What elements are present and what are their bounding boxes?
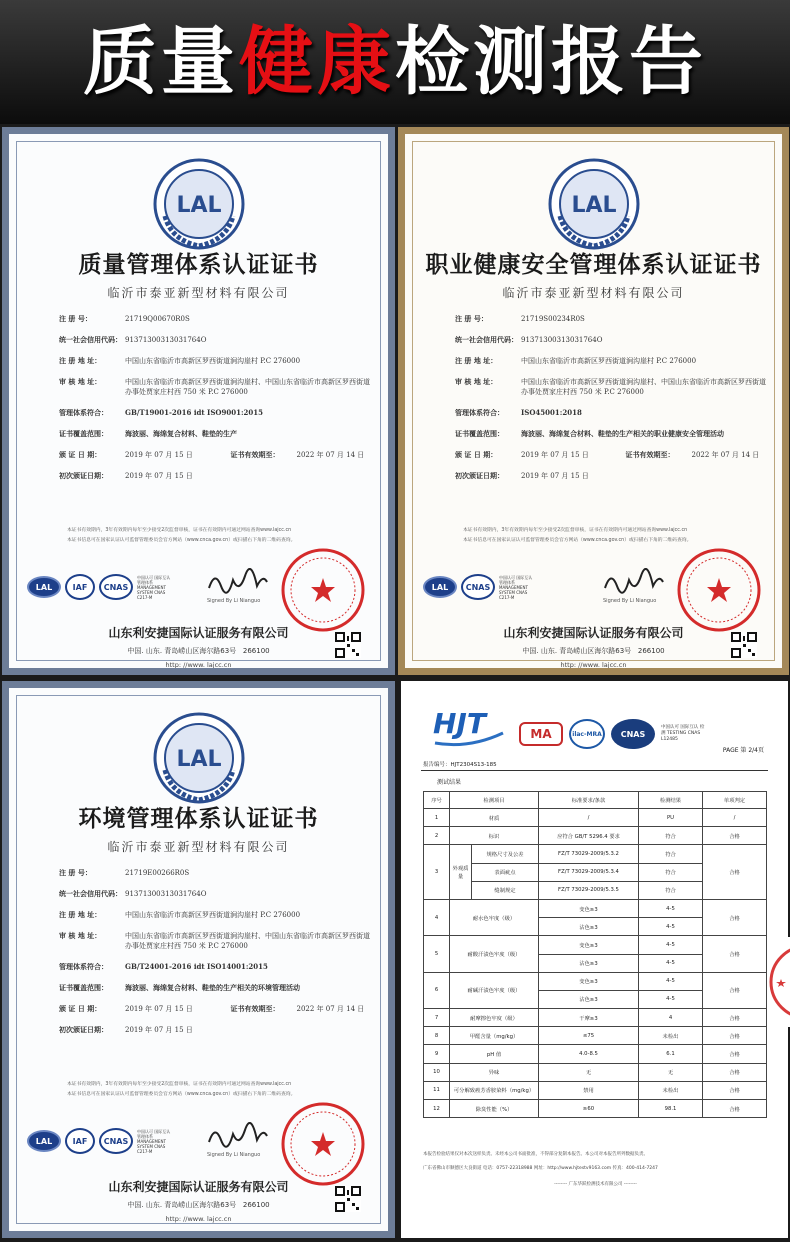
cert-note-2: 本证书信息可在国家认证认可监督管理委员会官方网站（www.cnca.gov.cn）或扫描右下角的二维码查询。 [67,538,296,543]
cert-row: 颁 证 日 期： 2019 年 07 月 15 日 证书有效期至： 2022 年 07 月 14 日 [59,450,365,459]
cert-row: 初次颁证日期： 2019 年 07 月 15 日 [455,471,589,480]
stamp-edge [767,937,790,1027]
report-footer-company: -------- 广东华跃检测技术有限公司 -------- [554,1182,637,1187]
company-seal [673,544,765,636]
environment-certificate [2,681,395,1238]
signed-by: Signed By Li Nianguo [207,1152,261,1158]
issuer-name: 山东利安捷国际认证服务有限公司 [108,1180,289,1194]
signature [601,568,667,596]
lal-badge: LAL [27,576,61,598]
lal-badge: LAL [423,576,457,598]
certificate-title: 环境管理体系认证证书 [78,805,319,832]
cert-note: 本证书有效期内，3年有效期内每年至少接受2次监督审核，证书在有效期内可通过网站查询www.lajcc.cn [463,528,688,533]
cert-row: 注 册 号： 21719Q00670R0S [59,314,190,323]
cma-logo: MA [519,722,563,746]
svg-text:LAL: LAL [175,193,222,218]
cert-row: 注 册 号： 21719S00234R0S [455,314,585,323]
lal-badge: LAL [27,1130,61,1152]
page-banner [0,0,790,124]
table-header: 标准要求/条款 [539,792,639,809]
cert-row: 管理体系符合： ISO45001:2018 [455,408,582,417]
cert-note-2: 本证书信息可在国家认证认可监督管理委员会官方网站（www.cnca.gov.cn）或扫描右下角的二维码查询。 [67,1092,296,1097]
report-footer-address: 广东省佛山市顺德区大良街道 电话：0757-22318988 网址：http://www.hjtestv9163.com 传真：400-414-7247 [423,1166,658,1171]
qr-code [731,632,757,658]
section-title: 测试结果 [437,779,462,786]
table-row: 1 材质 / PU / [424,809,767,827]
ilac-logo: ilac-MRA [569,719,605,749]
cert-note: 本证书有效期内，3年有效期内每年至少接受2次监督审核，证书在有效期内可通过网站查询www.lajcc.cn [67,528,292,533]
cert-note: 本证书有效期内，3年有效期内每年至少接受2次监督审核，证书在有效期内可通过网站查询www.lajcc.cn [67,1082,292,1087]
issuer-website: http: //www. lajcc.cn [560,661,627,669]
table-row: 沾色≥3 4-5 [424,954,767,972]
test-report [401,681,788,1238]
cert-row: 颁 证 日 期： 2019 年 07 月 15 日 证书有效期至： 2022 年 07 月 14 日 [59,1004,365,1013]
lal-emblem [151,710,247,806]
table-row: 7 耐摩擦色牢度（级） 干摩≥3 4 合格 [424,1009,767,1027]
signed-by: Signed By Li Nianguo [603,598,657,604]
results-table [423,791,767,1118]
company-seal [277,544,369,636]
qr-code [335,1186,361,1212]
cert-row: 注 册 地 址： 中国山东省临沂市高新区罗西街道涧沟崖村 P.C 276000 [455,356,697,365]
cert-note-2: 本证书信息可在国家认证认可监督管理委员会官方网站（www.cnca.gov.cn）或扫描右下角的二维码查询。 [463,538,692,543]
issuer-website: http: //www. lajcc.cn [165,1215,232,1223]
table-row: 4 耐水色牢度（级） 变色≥3 4-5 合格 [424,899,767,917]
table-header: 序号 [424,792,450,809]
cnas-badge: CNAS [99,1128,133,1154]
table-row: 9 pH 值 4.0-8.5 6.1 合格 [424,1045,767,1063]
cert-row: 统一社会信用代码： 91371300313031764O [59,335,207,344]
cnas-note: 中国认可 国际互认 管理体系 MANAGEMENT SYSTEM CNAS C217-M [137,1128,171,1154]
company-name: 临沂市泰亚新型材料有限公司 [107,286,290,300]
iaf-badge: IAF [65,1128,95,1154]
cert-row: 初次颁证日期： 2019 年 07 月 15 日 [59,471,193,480]
signature [205,1122,271,1150]
cert-row: 管理体系符合： GB/T19001-2016 idt ISO9001:2015 [59,408,264,417]
table-row: 11 可分解致癌芳香胺染料（mg/kg） 禁用 未检出 合格 [424,1081,767,1099]
table-header: 检测结果 [639,792,703,809]
lal-emblem [546,156,642,252]
issuer-address: 中国. 山东. 青岛崂山区海尔路63号 266100 [127,1201,270,1209]
cert-row: 注 册 地 址： 中国山东省临沂市高新区罗西街道涧沟崖村 P.C 276000 [59,910,301,919]
ohs-certificate [398,127,789,675]
company-seal [277,1098,369,1190]
table-header: 检测项目 [450,792,539,809]
table-row: 5 耐酸汗渍色牢度（级） 变色≥3 4-5 合格 [424,936,767,954]
cert-row: 注 册 地 址： 中国山东省临沂市高新区罗西街道涧沟崖村 P.C 276000 [59,356,301,365]
lal-emblem [151,156,247,252]
cert-row: 证书覆盖范围： 海波丽、海绵复合材料、鞋垫的生产 [59,429,237,438]
iaf-badge: IAF [65,574,95,600]
certificate-title: 质量管理体系认证证书 [78,251,319,278]
cert-row: 证书覆盖范围： 海波丽、海绵复合材料、鞋垫的生产相关的环境管理活动 [59,983,300,992]
svg-text:LAL: LAL [175,747,222,772]
report-number: 报告编号：HJT2304S13-185 [423,762,497,768]
cert-row: 管理体系符合： GB/T24001-2016 idt ISO14001:2015 [59,962,268,971]
cert-row: 颁 证 日 期： 2019 年 07 月 15 日 证书有效期至： 2022 年 07 月 14 日 [455,450,760,459]
issuer-website: http: //www. lajcc.cn [165,661,232,669]
cert-row: 审 核 地 址： 中国山东省临沂市高新区罗西街道涧沟崖村、中国山东省临沂市高新区罗西街道办事处贾家庄村西 750 米 P.C 276000 [59,377,370,396]
table-row: 8 甲醛含量（mg/kg） ≤75 未检出 合格 [424,1027,767,1045]
cnas-logo: CNAS [611,719,655,749]
cert-row: 审 核 地 址： 中国山东省临沂市高新区罗西街道涧沟崖村、中国山东省临沂市高新区罗西街道办事处贾家庄村西 750 米 P.C 276000 [455,377,766,396]
table-row: 3 外观质量 规格尺寸及公差 FZ/T 73029-2009/5.3.2 符合 合格 [424,845,767,863]
testing-note: 中国认可 国际互认 检测 TESTING CNAS L12485 [661,725,705,742]
signature [205,568,271,596]
certificate-title: 职业健康安全管理体系认证证书 [425,251,762,278]
issuer-name: 山东利安捷国际认证服务有限公司 [108,626,289,640]
table-row: 沾色≥3 4-5 [424,990,767,1008]
cnas-note: 中国认可 国际互认 管理体系 MANAGEMENT SYSTEM CNAS C217-M [137,574,171,600]
company-name: 临沂市泰亚新型材料有限公司 [502,286,685,300]
table-row: 10 异味 无 无 合格 [424,1063,767,1081]
table-row: 12 除臭性能（%） ≥60 98.1 合格 [424,1100,767,1118]
quality-certificate [2,127,395,675]
cnas-badge: CNAS [99,574,133,600]
issuer-address: 中国. 山东. 青岛崂山区海尔路63号 266100 [127,647,270,655]
cnas-badge: CNAS [461,574,495,600]
hjt-logo [429,703,509,749]
qr-code [335,632,361,658]
cert-row: 注 册 号： 21719E00266R0S [59,868,190,877]
cert-row: 初次颁证日期： 2019 年 07 月 15 日 [59,1025,193,1034]
cert-row: 统一社会信用代码： 91371300313031764O [455,335,603,344]
issuer-address: 中国. 山东. 青岛崂山区海尔路63号 266100 [522,647,665,655]
table-row: 缝制规定 FZ/T 73029-2009/5.3.5 符合 [424,881,767,899]
banner-title: 质量健康检测报告 [83,19,707,105]
table-row: 6 耐碱汗渍色牢度（级） 变色≥3 4-5 合格 [424,972,767,990]
cnas-note: 中国认可 国际互认 管理体系 MANAGEMENT SYSTEM CNAS C217-M [499,574,533,600]
cert-row: 证书覆盖范围： 海波丽、海绵复合材料、鞋垫的生产相关的职业健康安全管理活动 [455,429,724,438]
cert-row: 审 核 地 址： 中国山东省临沂市高新区罗西街道涧沟崖村、中国山东省临沂市高新区罗西街道办事处贾家庄村西 750 米 P.C 276000 [59,931,370,950]
table-row: 沾色≥3 4-5 [424,918,767,936]
svg-text:LAL: LAL [570,193,617,218]
signed-by: Signed By Li Nianguo [207,598,261,604]
issuer-name: 山东利安捷国际认证服务有限公司 [503,626,684,640]
cert-row: 统一社会信用代码： 91371300313031764O [59,889,207,898]
svg-text:HJT: HJT [433,707,486,740]
table-row: 2 标识 应符合 GB/T 5296.4 要求 符合 合格 [424,827,767,845]
page-number: PAGE 第 2/4页 [722,747,764,754]
company-name: 临沂市泰亚新型材料有限公司 [107,840,290,854]
table-row: 表面疵点 FZ/T 73029-2009/5.3.4 符合 [424,863,767,881]
report-footer-note: 本报告检验结果仅对本次送样负责。未经本公司书面批准，不得部分复制本报告。本公司对本报告所列数据负责。 [423,1152,648,1157]
table-header: 单项判定 [703,792,767,809]
